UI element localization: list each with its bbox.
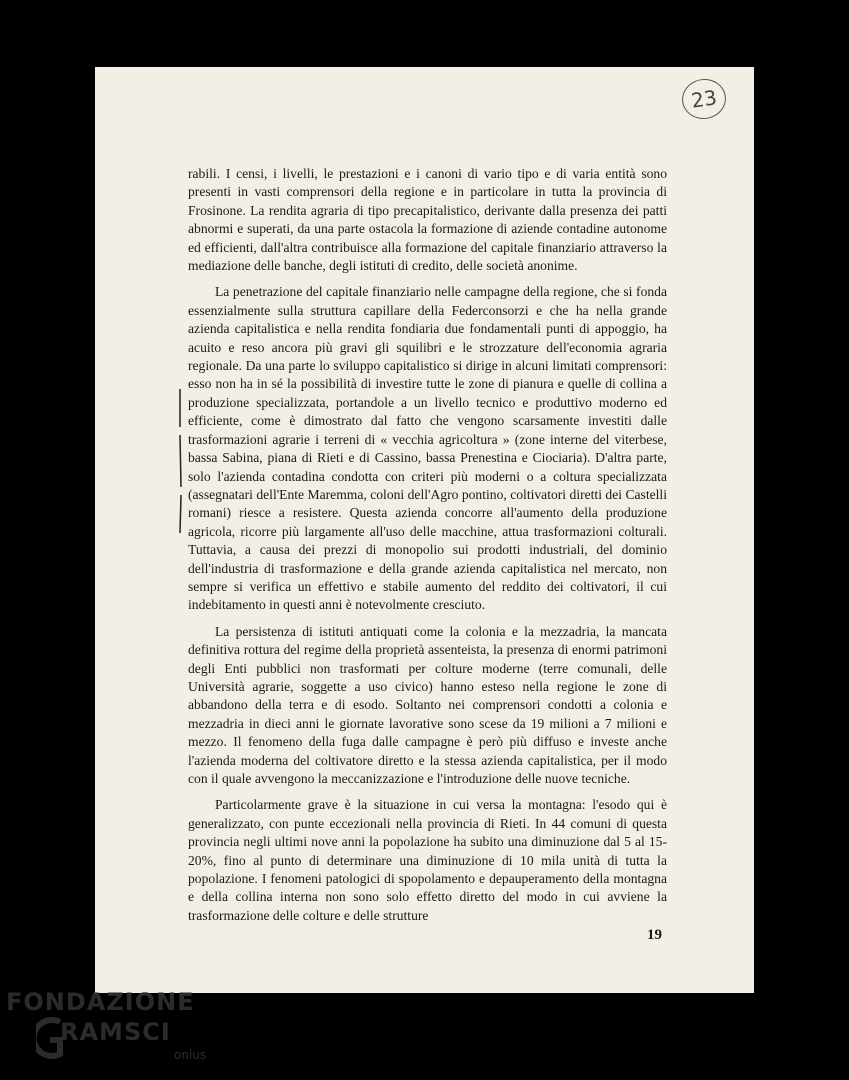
archive-stamp: 23 (679, 76, 728, 122)
watermark-line-1: FONDAZIONE (6, 988, 195, 1016)
paragraph-4: Particolarmente grave è la situazione in cui versa la montagna: l'esodo qui è generalizzato, con punte eccezionali nella provincia di Rieti. In 44 comuni di questa provincia negli ultimi nove anni la popolazione ha subito una diminuzione dal 5 al 15-20%, fino al punto di determinare una diminuzione di 10 mila unità di tutta la popolazione. I fenomeni patologici di spopolamento e depauperamento della montagna e della collina interna non sono solo effetto diretto del modo in cui avviene la trasformazione delle colture e delle strutture (188, 797, 667, 923)
document-page (95, 67, 754, 993)
paragraph-3: La persistenza di istituti antiquati come la colonia e la mezzadria, la mancata definitiva rottura del regime della proprietà assenteista, la presenza di enormi patrimoni degli Enti pubblici non trasformati per colture moderne (terre comunali, delle Università agrarie, soggette a uso civico) hanno esteso nella regione le zone di abbandono della terra e di esodo. Soltanto nei comprensori condotti a colonia e mezzadria in dieci anni le giornate lavorative sono scese da 19 milioni a 7 milioni e mezzo. Il fenomeno della fuga dalle campagne è però più diffuso e investe anche l'azienda moderna del coltivatore diretto e la stessa azienda capitalistica, per il modo con il quale avvengono la meccanizzazione e l'introduzione delle nuove tecniche. (188, 623, 667, 786)
page-number: 19 (647, 927, 662, 943)
watermark-line-2: RAMSCI (60, 1018, 171, 1046)
paragraph-2: La penetrazione del capitale finanziario nelle campagne della regione, che si fonda essenzialmente sulla struttura capillare della Federconsorzi e che ha nella grande azienda capitalistica e nella rendita fondiaria due fondamentali punti di appoggio, ha acuito e reso ancora più gravi gli squilibri e le strozzature dell'economia agraria regionale. Da una parte lo sviluppo capitalistico si dirige in alcuni limitati comprensori: esso non ha in sé la possibilità di investire tutte le zone di pianura e quelle di collina a produzione specializzata, portandole a un livello tecnico e produttivo moderno ed efficiente, come è dimostrato dal fatto che vengono scarsamente investiti dalle trasformazioni agrarie i terreni di « vecchia agricoltura » (zone interne del viterbese, bassa Sabina, piana di Rieti e di Cassino, bassa Prenestina e Ciociaria). D'altra parte, solo l'azienda contadina condotta con criteri più moderni o a coltura specializzata (assegnatari dell'Ente Maremma, coloni dell'Agro pontino, coltivatori diretti dei Castelli romani) riesce a resistere. Questa azienda concorre all'aumento della produzione agricola, ricorre più largamente all'uso delle macchine, attua trasformazioni colturali. Tuttavia, a causa dei prezzi di monopolio sui prodotti industriali, del dominio dell'industria di trasformazione e della grande azienda capitalistica nel mercato, non sempre si verifica un effettivo e stabile aumento del reddito dei coltivatori, il cui indebitamento in questi anni è notevolmente cresciuto. (188, 284, 667, 613)
watermark-line-3: onlus (174, 1048, 207, 1062)
paragraph-1: rabili. I censi, i livelli, le prestazioni e i canoni di vario tipo e di varia entità sono presenti in vasti comprensori della regione e in particolare in tutta la provincia di Frosinone. La rendita agraria di tipo precapitalistico, derivante dalla presenza dei patti abnormi e superati, da una parte ostacola la formazione di aziende contadine autonome ed efficienti, dall'altra contribuisce alla formazione del capitale finanziario attraverso la mediazione delle banche, degli istituti di credito, delle società anonime. (188, 166, 667, 274)
body-text (188, 165, 667, 933)
foundation-watermark (6, 988, 236, 1078)
margin-annotation-line (175, 387, 185, 537)
